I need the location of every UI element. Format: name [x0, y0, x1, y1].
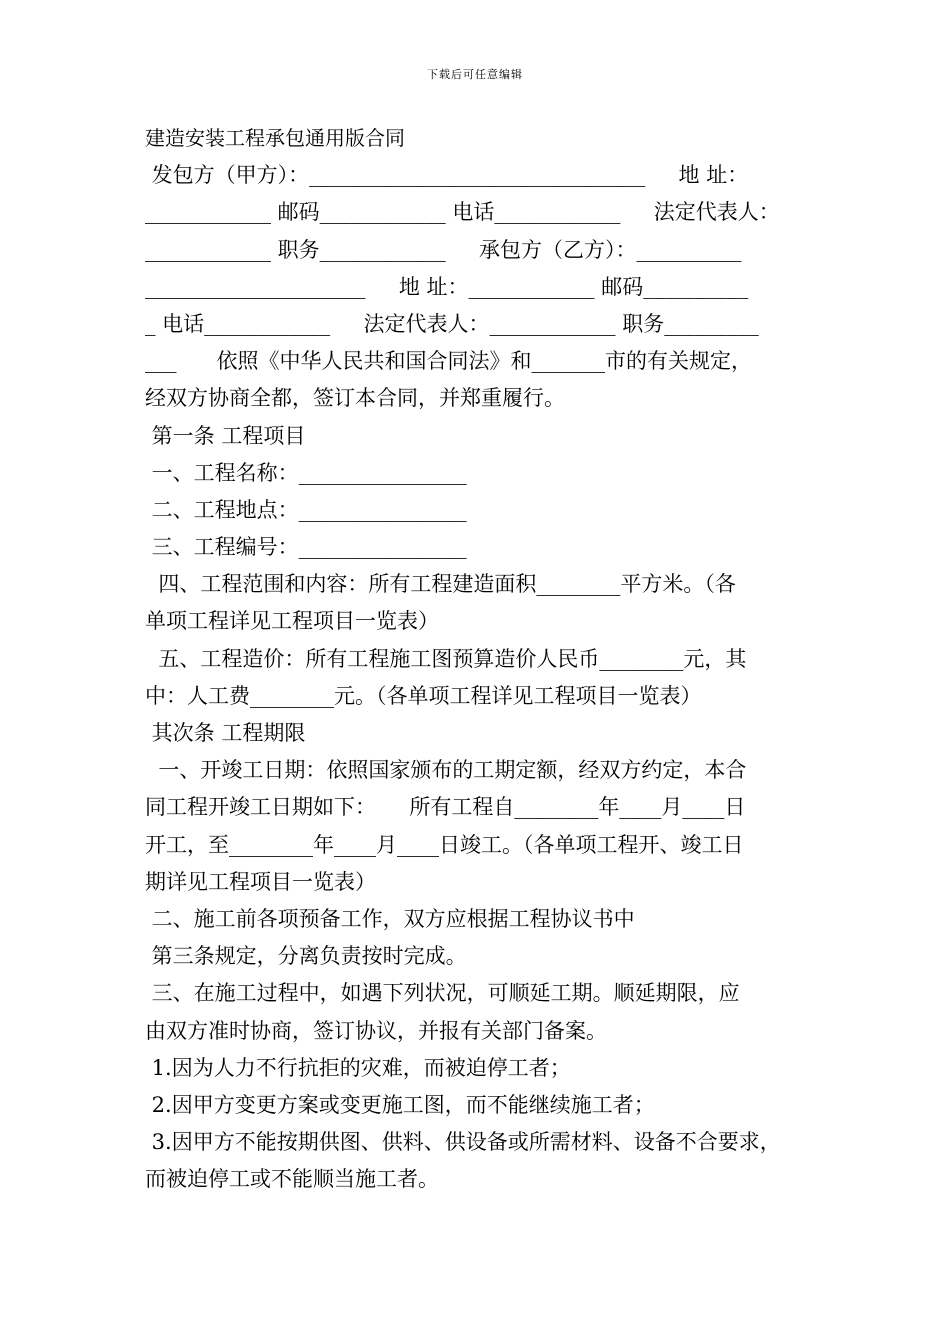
- text-line: 中：人工费________元。（各单项工程详见工程项目一览表）: [145, 683, 702, 708]
- list-item: 2.因甲方变更方案或变更施工图，而不能继续施工者；: [145, 1092, 655, 1117]
- text-line: 发包方（甲方）：________________________________ 地 址：: [145, 163, 749, 188]
- text-line: 第三条规定，分离负责按时完成。: [145, 944, 467, 969]
- text-line: _____________________ 地 址：____________ 邮码__________: [145, 274, 749, 299]
- text-line: _ 电话____________ 法定代表人：____________ 职务_________: [145, 311, 759, 336]
- document-body: [145, 120, 810, 1198]
- text-line: 经双方协商全都，签订本合同，并郑重履行。: [145, 386, 565, 411]
- document-title: 建造安装工程承包通用版合同: [145, 126, 405, 150]
- page-header: 下载后可任意编辑: [427, 68, 523, 81]
- text-line: 一、开竣工日期：依照国家颁布的工期定额，经双方约定，本合: [145, 758, 747, 783]
- text-line: 单项工程详见工程项目一览表）: [145, 609, 439, 634]
- text-line: 由双方准时协商，签订协议，并报有关部门备案。: [145, 1018, 607, 1043]
- text-line: ___ 依照《中华人民共和国合同法》和_______市的有关规定，: [145, 349, 753, 374]
- list-item: 3.因甲方不能按期供图、供料、供设备或所需材料、设备不合要求，: [145, 1130, 781, 1155]
- text-line: 一、工程名称：________________: [145, 460, 467, 485]
- text-line: 四、工程范围和内容：所有工程建造面积________平方米。（各: [145, 572, 736, 597]
- text-line: 同工程开竣工日期如下： 所有工程自________年____月____日: [145, 795, 746, 820]
- section-heading: 第一条 工程项目: [145, 423, 306, 448]
- section-heading: 其次条 工程期限: [145, 721, 306, 745]
- text-line: 二、施工前各项预备工作，双方应根据工程协议书中: [145, 906, 635, 931]
- text-line: 而被迫停工或不能顺当施工者。: [145, 1167, 439, 1192]
- text-line: ____________ 邮码____________ 电话____________ 法定代表人：: [145, 200, 780, 225]
- text-line: 开工，至________年____月____日竣工。（各单项工程开、竣工日: [145, 832, 744, 857]
- list-item: 1.因为人力不行抗拒的灾难，而被迫停工者；: [145, 1055, 571, 1080]
- text-line: 三、在施工过程中，如遇下列状况，可顺延工期。顺延期限，应: [145, 981, 740, 1006]
- text-line: 五、工程造价：所有工程施工图预算造价人民币________元，其: [145, 646, 747, 671]
- text-line: ____________ 职务____________ 承包方（乙方）：__________: [145, 237, 742, 262]
- text-line: 二、工程地点：________________: [145, 497, 467, 522]
- text-line: 三、工程编号：________________: [145, 535, 467, 560]
- text-line: 期详见工程项目一览表）: [145, 869, 376, 894]
